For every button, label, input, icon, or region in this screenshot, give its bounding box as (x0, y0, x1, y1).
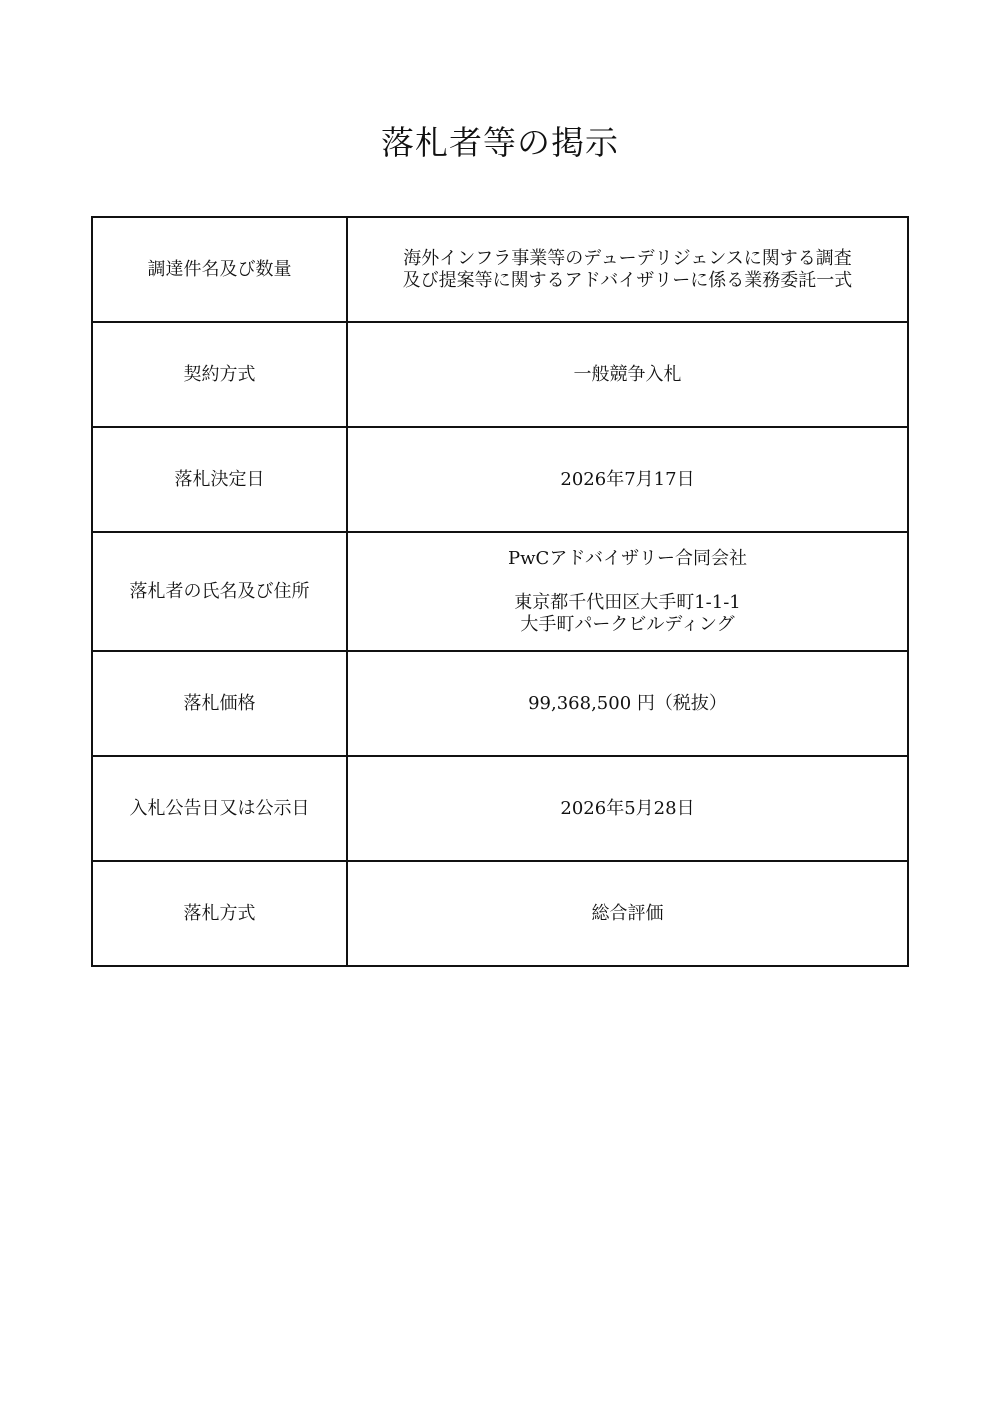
award-info-table (91, 216, 909, 967)
winner-address-line-2: 大手町パークビルディング (520, 613, 735, 635)
price-value: 99,368,500 円（税抜） (347, 651, 908, 756)
award-date-value: 2026年7月17日 (347, 427, 908, 532)
award-method-label: 落札方式 (92, 861, 347, 966)
table-row-award-date (92, 427, 908, 532)
item-value-line-1: 海外インフラ事業等のデューデリジェンスに関する調査 (403, 247, 852, 269)
table-row-price (92, 651, 908, 756)
notice-date-label: 入札公告日又は公示日 (92, 756, 347, 861)
item-value (347, 217, 908, 322)
table-row-winner (92, 532, 908, 651)
award-date-label: 落札決定日 (92, 427, 347, 532)
contract-method-value: 一般競争入札 (347, 322, 908, 427)
table-row-contract-method (92, 322, 908, 427)
table-row-notice-date (92, 756, 908, 861)
table-row-item (92, 217, 908, 322)
winner-label: 落札者の氏名及び住所 (92, 532, 347, 651)
table-row-award-method (92, 861, 908, 966)
page-title: 落札者等の掲示 (381, 123, 619, 162)
winner-name: PwCアドバイザリー合同会社 (508, 547, 747, 569)
item-value-line-2: 及び提案等に関するアドバイザリーに係る業務委託一式 (402, 269, 853, 291)
item-label: 調達件名及び数量 (92, 217, 347, 322)
award-method-value: 総合評価 (347, 861, 908, 966)
winner-address-line-1: 東京都千代田区大手町1-1-1 (514, 591, 741, 613)
contract-method-label: 契約方式 (92, 322, 347, 427)
notice-date-value: 2026年5月28日 (347, 756, 908, 861)
winner-value (347, 532, 908, 651)
price-label: 落札価格 (92, 651, 347, 756)
